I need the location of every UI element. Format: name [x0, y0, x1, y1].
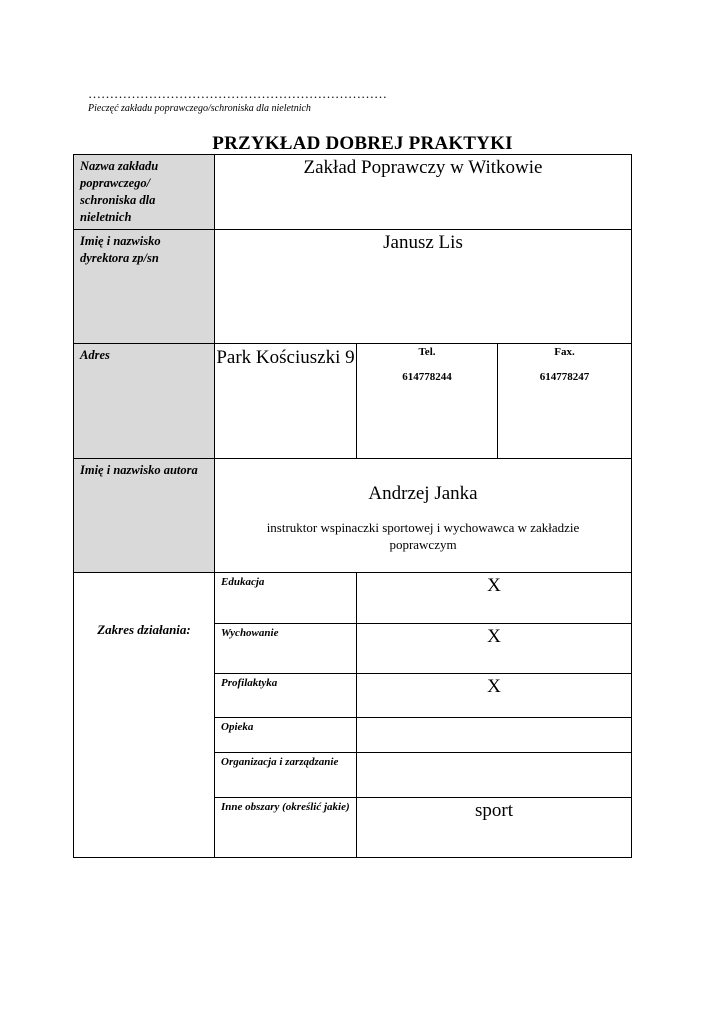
scope-item-mark: X: [357, 674, 632, 718]
author-label: Imię i nazwisko autora: [74, 459, 215, 573]
scope-item-label: Profilaktyka: [215, 674, 357, 718]
address-label: Adres: [74, 344, 215, 459]
fax-value: 614778247: [539, 371, 590, 383]
director-value: Janusz Lis: [215, 230, 632, 344]
scope-item-mark: [357, 753, 632, 798]
scope-item-label: Edukacja: [215, 573, 357, 624]
author-role: instruktor wspinaczki sportowej i wychowawca w zakładzie poprawczym: [266, 520, 580, 552]
scope-item-mark: [357, 718, 632, 753]
facility-label: Nazwa zakładu poprawczego/ schroniska dla nieletnich: [74, 155, 215, 230]
scope-row-education: [74, 573, 632, 624]
stamp-caption: Pieczęć zakładu poprawczego/schroniska dla nieletnich: [88, 103, 311, 114]
scope-item-mark: sport: [357, 798, 632, 858]
scope-item-label: Opieka: [215, 718, 357, 753]
address-value: Park Kościuszki 9: [215, 344, 357, 459]
author-name: Andrzej Janka: [368, 483, 478, 504]
scope-item-mark: X: [357, 573, 632, 624]
stamp-placeholder-dots: ……………………………………………………………: [88, 86, 387, 101]
practice-form-table: [73, 154, 632, 858]
tel-label: Tel.: [418, 346, 436, 358]
author-row: [74, 459, 632, 573]
director-row: [74, 230, 632, 344]
fax-cell: [498, 344, 632, 459]
scope-item-label: Organizacja i zarządzanie: [215, 753, 357, 798]
tel-cell: [357, 344, 498, 459]
document-title: PRZYKŁAD DOBREJ PRAKTYKI: [212, 133, 513, 154]
fax-label: Fax.: [554, 346, 575, 358]
scope-item-label: Wychowanie: [215, 624, 357, 674]
director-label: Imię i nazwisko dyrektora zp/sn: [74, 230, 215, 344]
author-cell: [215, 459, 632, 573]
address-row: [74, 344, 632, 459]
tel-value: 614778244: [402, 371, 452, 383]
facility-value: Zakład Poprawczy w Witkowie: [215, 155, 632, 230]
facility-row: [74, 155, 632, 230]
scope-item-label: Inne obszary (określić jakie): [215, 798, 357, 858]
scope-item-mark: X: [357, 624, 632, 674]
scope-label: Zakres działania:: [74, 573, 215, 858]
